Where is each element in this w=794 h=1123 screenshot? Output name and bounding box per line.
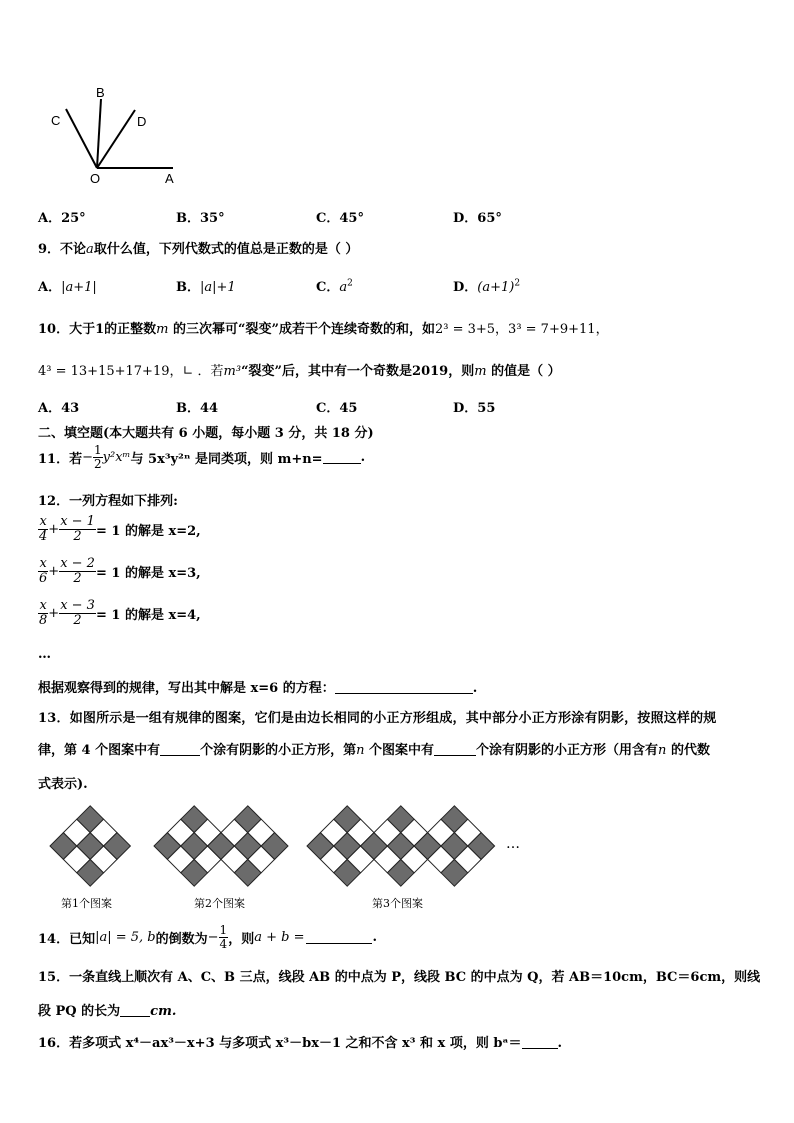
- q10-line1-end: ，: [595, 322, 609, 337]
- q13-l2-b: 个涂有阴影的小正方形，第: [200, 743, 357, 758]
- q8-option-a: A．25°: [38, 211, 86, 226]
- label-c: C: [51, 113, 61, 128]
- pattern-caption-3: 第3个图案: [372, 897, 423, 910]
- q10-text-a: 10．大于1的正整数: [38, 322, 157, 337]
- q12-ask-text: 根据观察得到的规律，写出其中解是 x=6 的方程：: [38, 681, 335, 696]
- q13-line2: [38, 739, 710, 758]
- q16-answer-blank[interactable]: [522, 1036, 558, 1049]
- q12-r1-d2: 2: [73, 528, 82, 544]
- q14-answer-blank[interactable]: [306, 931, 372, 944]
- q10-eq1: 2³ = 3+5: [434, 322, 496, 337]
- q10-line1: [38, 318, 609, 337]
- label-o: O: [90, 171, 101, 186]
- q10-option-b: B．44: [176, 401, 219, 416]
- q12-r3-plus: +: [48, 605, 60, 621]
- q15-l2-b: cm.: [150, 1004, 177, 1019]
- q9-b-label: B．: [176, 280, 200, 295]
- q9-b-expr: |a|+1: [200, 280, 236, 295]
- q13-l2-e: 的代数: [666, 743, 710, 758]
- q8-option-b: B．35°: [176, 211, 225, 226]
- q13-l2-n2: n: [658, 743, 667, 758]
- q9-c-sup: 2: [347, 278, 353, 289]
- q12-r3-d1: 8: [39, 612, 48, 628]
- q16: [38, 1032, 562, 1051]
- label-d: D: [137, 114, 147, 129]
- q10-line2-mid: ，∟ ．若: [169, 364, 224, 379]
- angle-figure: [40, 82, 190, 187]
- q9-d-expr: (a+1): [477, 280, 515, 295]
- q11-frac-num: 1: [94, 443, 102, 457]
- q10-text-b: 的三次幂可“裂变”成若干个连续奇数的和，如: [168, 322, 435, 337]
- q16-end: .: [557, 1036, 563, 1051]
- q9-a-expr: |a+1|: [61, 280, 97, 295]
- q15-answer-blank[interactable]: [120, 1004, 150, 1017]
- q12-title: 12．一列方程如下排列:: [38, 494, 178, 509]
- q11-fraction: [93, 444, 103, 470]
- q11-frac-den: 2: [94, 456, 102, 471]
- q8-option-d: D．65°: [453, 211, 502, 226]
- q10-m2: m: [474, 364, 487, 379]
- q12-r2-tail: = 1 的解是 x=3,: [95, 565, 201, 581]
- q9-stem-rest: 取什么值，下列代数式的值总是正数的是（ ）: [93, 242, 359, 257]
- q12-r1-d1: 4: [39, 528, 48, 544]
- q13-line3: 式表示).: [38, 777, 88, 792]
- q12-r2-plus: +: [48, 563, 60, 579]
- q10-eq3: 4³ = 13+15+17+19: [38, 364, 170, 379]
- q9-option-d: [453, 276, 520, 295]
- q13-blank-2[interactable]: [434, 743, 476, 756]
- q9-d-sup: 2: [514, 278, 521, 289]
- q11-end: .: [360, 449, 366, 465]
- q10-sep: ，: [495, 322, 509, 337]
- q9-var: a: [86, 242, 94, 257]
- q10-line2-b: “裂变”后，其中有一个奇数是2019，则: [241, 364, 475, 379]
- q12-eq-row-2: [38, 557, 201, 585]
- q9-stem: [38, 238, 358, 257]
- q10-eq2: 3³ = 7+9+11: [508, 322, 596, 337]
- q9-c-label: C．: [316, 280, 340, 295]
- q11-mid: 与 5x³y²ⁿ 是同类项，则 m+n=: [130, 451, 323, 467]
- q14-minus: −: [207, 929, 219, 945]
- q13-l2-n: n: [356, 743, 365, 758]
- q9-d-label: D．: [453, 280, 478, 295]
- q10-option-a: A．43: [38, 401, 80, 416]
- q13-l2-d: 个涂有阴影的小正方形（用含有: [476, 743, 659, 758]
- q13-line1: 13．如图所示是一组有规律的图案，它们是由边长相同的小正方形组成，其中部分小正方形涂有阴影，按照这样的规: [38, 711, 717, 726]
- q9-option-a: [38, 276, 97, 295]
- q12-r2-frac1: [38, 557, 48, 585]
- pattern-figures: [40, 800, 540, 892]
- q13-l2-a: 律，第 4 个图案中有: [38, 743, 161, 758]
- q12-r3-frac1: [38, 599, 48, 627]
- q14-end: .: [372, 929, 377, 945]
- q12-r1-n1: x: [39, 514, 47, 529]
- q12-r2-n1: x: [39, 556, 47, 571]
- q12-r1-plus: +: [48, 521, 60, 537]
- ray-ob: [97, 99, 101, 168]
- q12-ask-end: .: [472, 681, 478, 696]
- ray-oc: [66, 109, 97, 168]
- q9-option-b: [176, 276, 236, 295]
- pattern-group: [50, 806, 495, 886]
- q10-line2: [38, 360, 561, 379]
- q12-answer-blank[interactable]: [335, 681, 473, 694]
- q15-l2-a: 段 PQ 的长为: [38, 1004, 121, 1019]
- q12-eq-row-1: [38, 515, 201, 543]
- q9-stem-text: 9．不论: [38, 242, 87, 257]
- label-a: A: [165, 171, 174, 186]
- q9-a-label: A．: [38, 280, 62, 295]
- q12-r2-frac2: [59, 557, 96, 585]
- section-title: 二、填空题(本大题共有 6 小题，每小题 3 分，共 18 分): [38, 426, 374, 441]
- q12-r3-d2: 2: [73, 612, 82, 628]
- q11-minus: −: [82, 449, 93, 465]
- q10-m3: m³: [223, 364, 242, 379]
- q15-line2: [38, 1000, 176, 1019]
- q14-pre: 14．已知: [38, 931, 96, 947]
- q15-line1: 15．一条直线上顺次有 A、C、B 三点，线段 AB 的中点为 P，线段 BC 的中点为 Q，若 AB＝10cm，BC＝6cm，则线: [38, 970, 761, 985]
- q12-r1-n2: x − 1: [60, 514, 95, 529]
- q12-r3-tail: = 1 的解是 x=4,: [95, 607, 201, 623]
- q16-text: 16．若多项式 x⁴－ax³－x+3 与多项式 x³－bx－1 之和不含 x³ 和 x 项，则 bᵃ＝: [38, 1036, 522, 1051]
- q13-l2-c: 个图案中有: [364, 743, 435, 758]
- q12-r3-n1: x: [39, 598, 47, 613]
- pattern-ellipsis: …: [506, 836, 520, 852]
- label-b: B: [96, 85, 105, 100]
- q11-answer-blank[interactable]: [323, 451, 361, 464]
- q9-c-expr: a: [339, 280, 348, 295]
- q12-r3-frac2: [59, 599, 96, 627]
- q12-eq-row-3: [38, 599, 201, 627]
- q14: [38, 924, 377, 950]
- q10-option-c: C．45: [316, 401, 358, 416]
- q14-frac-den: 4: [219, 936, 228, 951]
- q12-r3-n2: x − 3: [60, 598, 95, 613]
- q11-pre: 11．若: [38, 451, 83, 467]
- q12-r1-frac2: [59, 515, 96, 543]
- q12-ask: [38, 677, 477, 696]
- q10-option-d: D．55: [453, 401, 496, 416]
- q13-blank-1[interactable]: [160, 743, 200, 756]
- q12-r2-d1: 6: [39, 570, 48, 586]
- q12-r2-n2: x − 2: [60, 556, 95, 571]
- q12-ellipsis: …: [38, 647, 51, 662]
- q14-post: ，则: [228, 931, 255, 947]
- q10-m: m: [156, 322, 169, 337]
- q12-r1-frac1: [38, 515, 48, 543]
- ray-od: [97, 110, 135, 168]
- pattern-caption-1: 第1个图案: [61, 897, 112, 910]
- q11-term: y²xᵐ: [102, 449, 131, 465]
- q12-r2-d2: 2: [73, 570, 82, 586]
- q14-mid: 的倒数为: [155, 931, 208, 947]
- q10-line2-end: 的值是（ ）: [486, 364, 561, 379]
- q14-expr: a + b =: [254, 929, 305, 945]
- pattern-caption-2: 第2个图案: [194, 897, 245, 910]
- q9-option-c: [316, 276, 353, 295]
- q14-fraction: [219, 924, 229, 950]
- q11: [38, 444, 365, 470]
- q14-abs: |a| = 5, b: [95, 929, 156, 945]
- q12-r1-tail: = 1 的解是 x=2,: [95, 523, 201, 539]
- q8-option-c: C．45°: [316, 211, 364, 226]
- q14-frac-num: 1: [219, 923, 228, 937]
